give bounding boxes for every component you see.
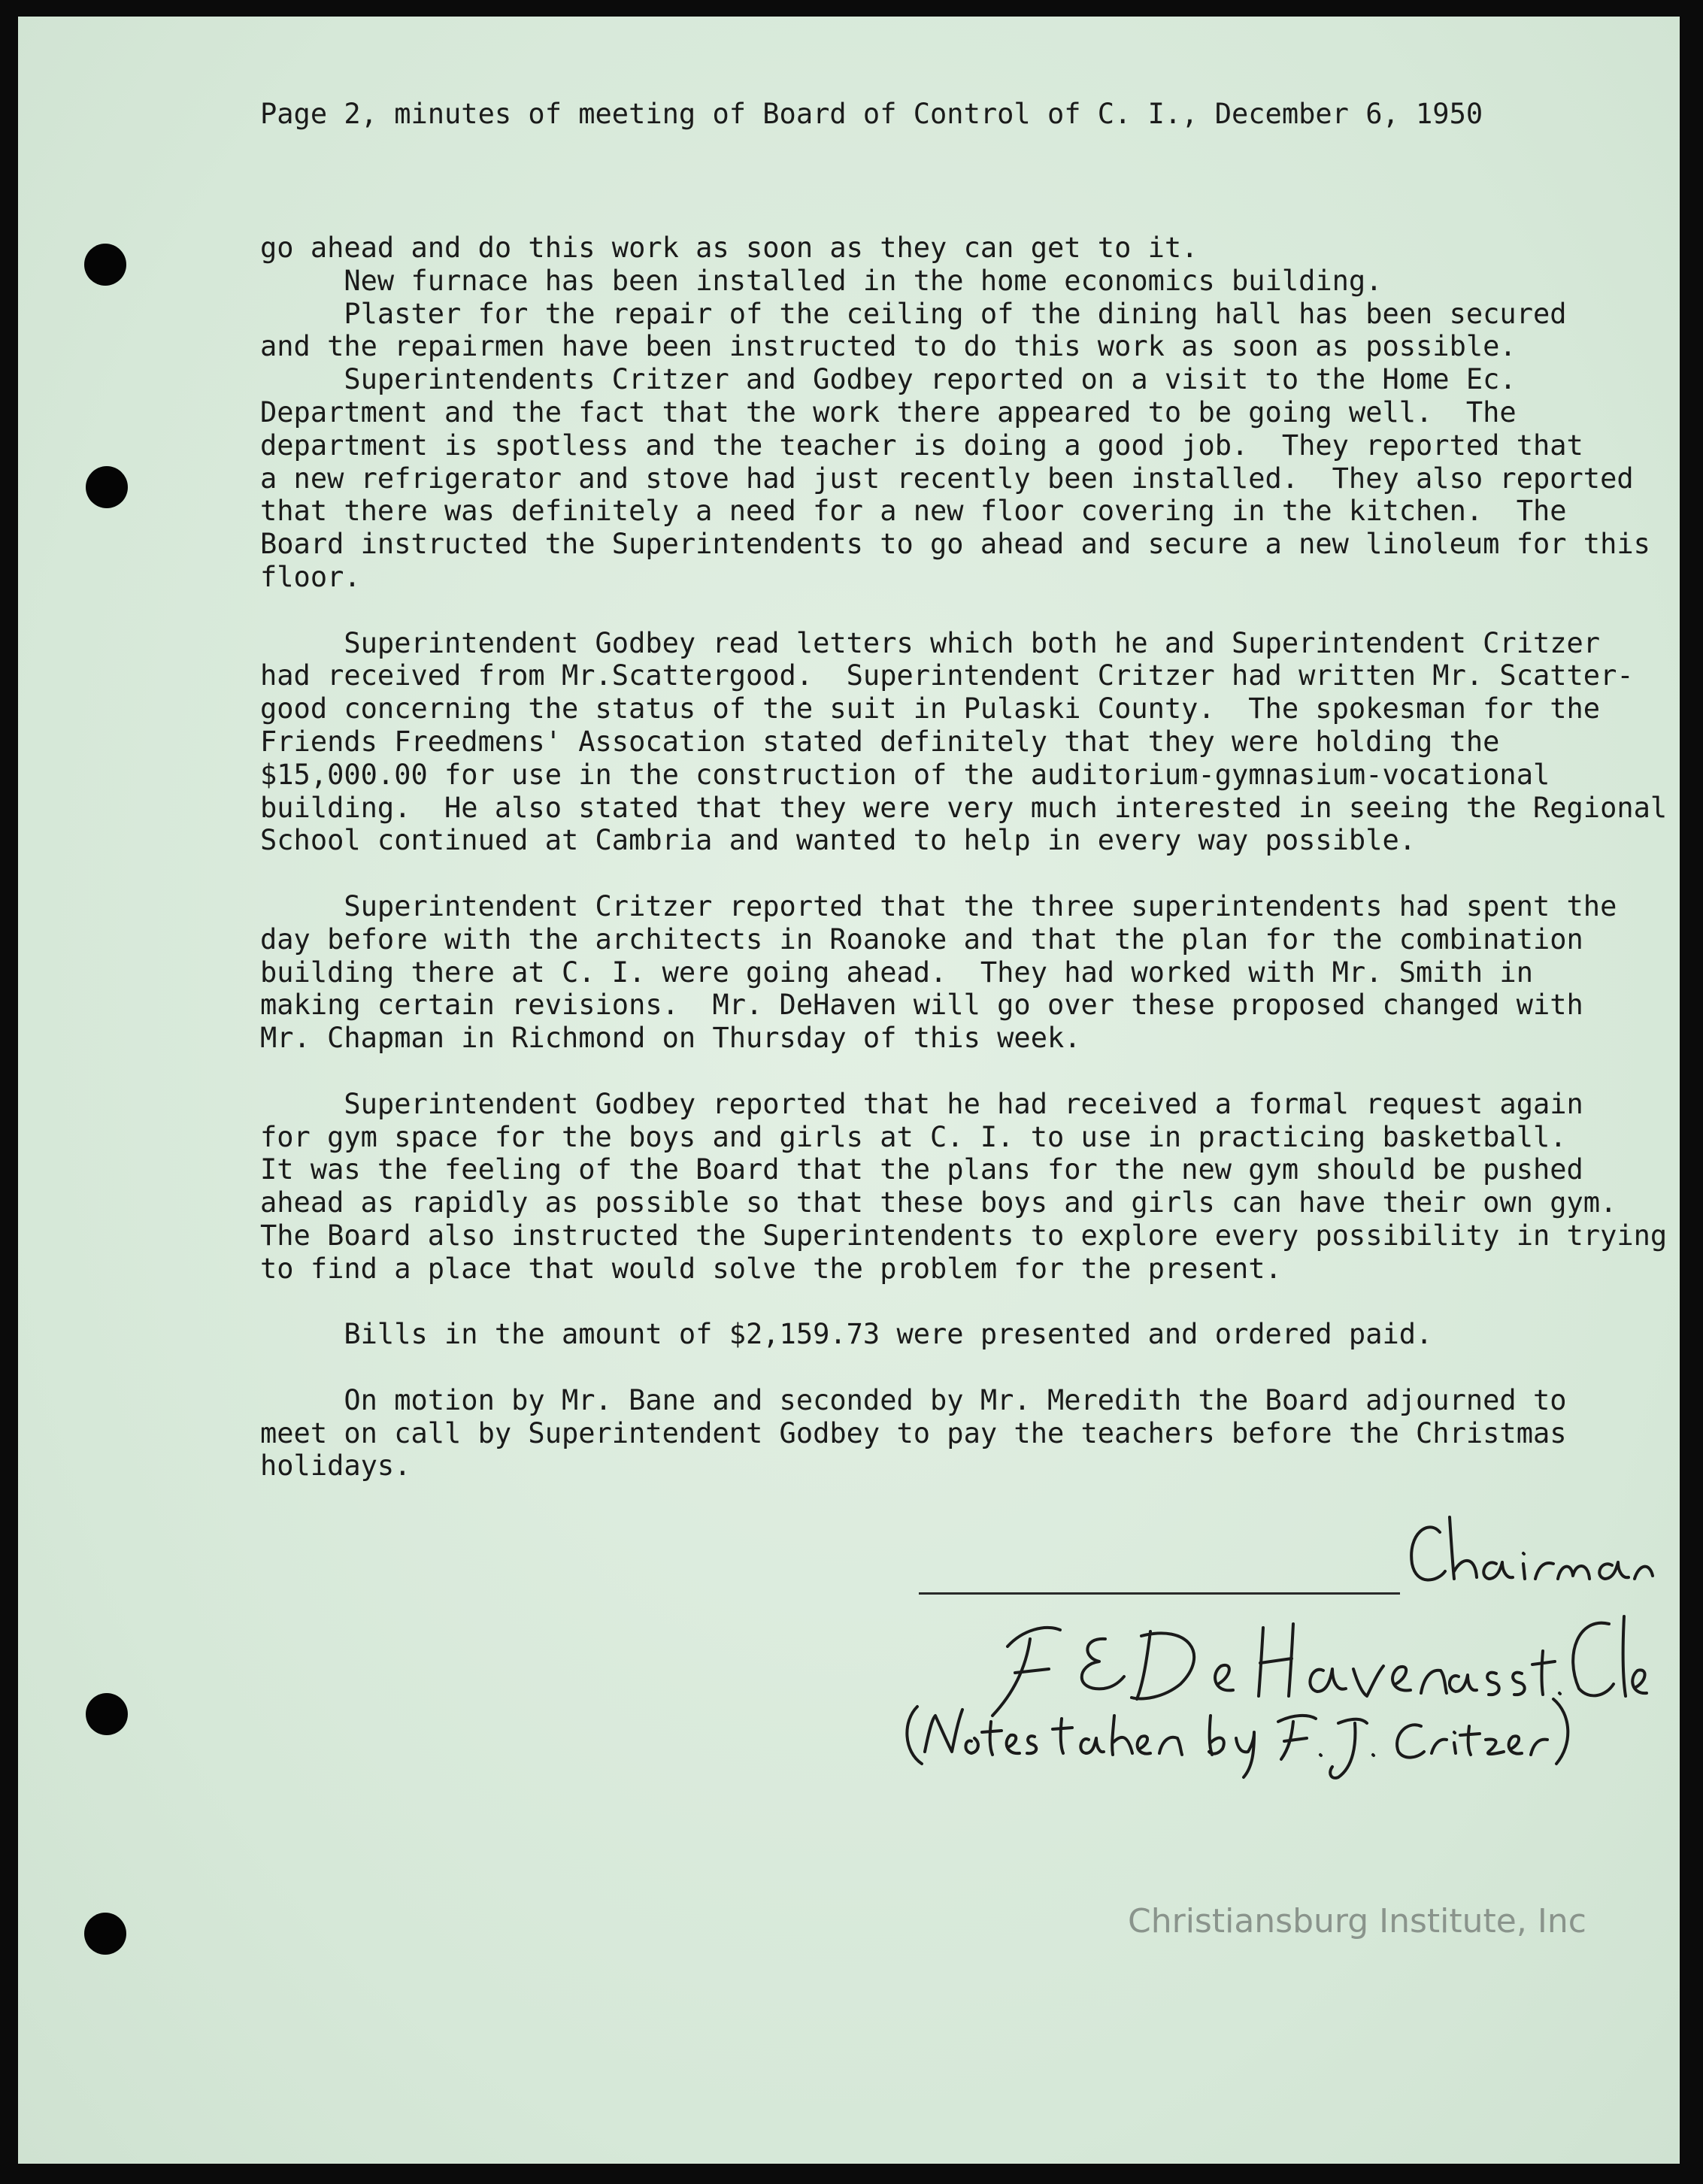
punch-hole (86, 1693, 128, 1735)
text-line: Superintendents Critzer and Godbey reported on a visit to the Home Ec. (260, 363, 1517, 396)
text-line: It was the feeling of the Board that the plans for the new gym should be pushed (260, 1153, 1583, 1186)
text-line: building there at C. I. were going ahead. They had worked with Mr. Smith in (260, 956, 1533, 989)
text-line: Mr. Chapman in Richmond on Thursday of this week. (260, 1022, 1081, 1055)
text-line: for gym space for the boys and girls at C. I. to use in practicing basketball. (260, 1120, 1567, 1153)
text-line: Bills in the amount of $2,159.73 were presented and ordered paid. (260, 1318, 1433, 1351)
text-line: that there was definitely a need for a new floor covering in the kitchen. The (260, 495, 1567, 528)
text-line: building. He also stated that they were very much interested in seeing the Regional (260, 791, 1668, 824)
text-line: Board instructed the Superintendents to go ahead and secure a new linoleum for this (260, 528, 1650, 561)
text-line: a new refrigerator and stove had just recently been installed. They also reported (260, 462, 1634, 495)
text-line: $15,000.00 for use in the construction of the auditorium-gymnasium-vocational (260, 758, 1550, 791)
text-line: department is spotless and the teacher is doing a good job. They reported that (260, 429, 1583, 462)
text-line: and the repairmen have been instructed to do this work as soon as possible. (260, 330, 1517, 363)
text-line: Superintendent Godbey read letters which both he and Superintendent Critzer (260, 626, 1601, 659)
text-line: Superintendent Godbey reported that he had received a formal request again (260, 1087, 1583, 1120)
page-header: Page 2, minutes of meeting of Board of Control of C. I., December 6, 1950 (260, 98, 1483, 130)
minutes-body (260, 232, 1668, 1483)
punch-hole (86, 466, 128, 508)
text-line: New furnace has been installed in the home economics building. (260, 264, 1383, 297)
text-line: making certain revisions. Mr. DeHaven will go over these proposed changed with (260, 989, 1583, 1022)
text-line: ahead as rapidly as possible so that these boys and girls can have their own gym. (260, 1186, 1617, 1219)
text-line: On motion by Mr. Bane and seconded by Mr. Meredith the Board adjourned to (260, 1383, 1567, 1416)
text-line: Plaster for the repair of the ceiling of the dining hall has been secured (260, 297, 1567, 330)
text-line: holidays. (260, 1449, 411, 1483)
text-line: floor. (260, 560, 361, 593)
text-line: day before with the architects in Roanoke and that the plan for the combination (260, 922, 1583, 956)
punch-hole (84, 1913, 126, 1955)
text-line: Superintendent Critzer reported that the three superintendents had spent the (260, 889, 1617, 922)
text-line: School continued at Cambria and wanted to help in every way possible. (260, 824, 1417, 857)
text-line: meet on call by Superintendent Godbey to pay the teachers before the Christmas (260, 1416, 1567, 1449)
text-line: go ahead and do this work as soon as they can get to it. (260, 232, 1198, 264)
text-line: to find a place that would solve the problem for the present. (260, 1252, 1282, 1285)
text-line: Friends Freedmens' Assocation stated definitely that they were holding the (260, 725, 1500, 758)
text-line: The Board also instructed the Superintendents to explore every possibility in trying (260, 1219, 1668, 1252)
text-line: Department and the fact that the work there appeared to be going well. The (260, 395, 1517, 429)
handwritten-signature (902, 1504, 1654, 1789)
text-line: good concerning the status of the suit in Pulaski County. The spokesman for the (260, 692, 1601, 725)
watermark: Christiansburg Institute, Inc (1128, 1902, 1586, 1940)
punch-hole (84, 244, 126, 286)
text-line: had received from Mr.Scattergood. Superintendent Critzer had written Mr. Scatter- (260, 659, 1634, 692)
